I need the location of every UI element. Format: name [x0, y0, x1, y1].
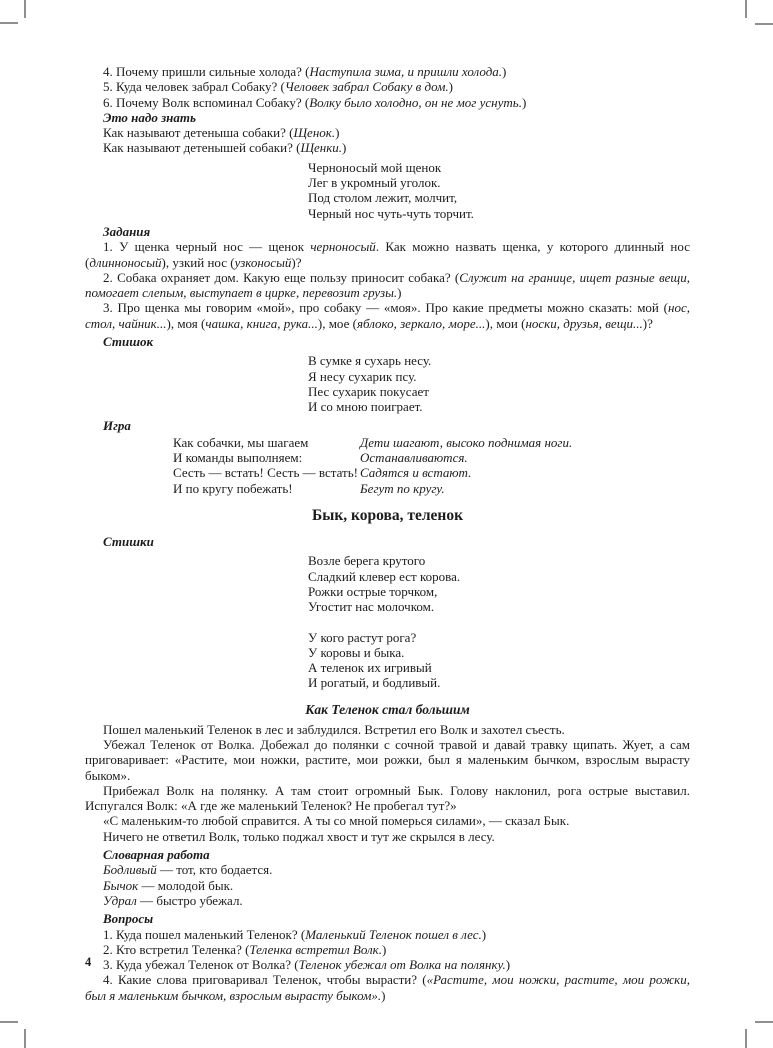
heading-questions: Вопросы — [103, 911, 154, 927]
tasks-block — [85, 239, 690, 331]
puppy-poem — [308, 160, 690, 221]
text-line: Ничего не ответил Волк, только поджал хвост и тут же скрылся в лесу. — [103, 828, 495, 844]
story-title-calf: Как Теленок стал большим — [305, 701, 470, 717]
text-line: Бодливый — тот, кто бодается. — [103, 862, 273, 878]
text-line: 4. Почему пришли сильные холода? (Наступила зима, и пришли холода.) — [103, 64, 507, 79]
text-line: Угостит нас молочком. — [308, 599, 435, 615]
crop-mark-bottom-left-vertical — [24, 1029, 26, 1048]
text-line: 5. Куда человек забрал Собаку? (Человек забрал Собаку в дом.) — [103, 79, 453, 95]
text-line: Прибежал Волк на полянку. А там стоит огромный Бык. Голову наклонил, рога острые выставил. Испугался Волк: «А где же маленький Теленок? Не пробегал тут?» — [85, 782, 690, 814]
heading-vocabulary: Словарная работа — [103, 847, 210, 863]
dog-cracker-poem — [308, 353, 690, 414]
text-line: Удрал — быстро убежал. — [103, 892, 243, 908]
text-line: Лег в укромный уголок. — [308, 175, 441, 191]
heading-game: Игра — [103, 417, 131, 433]
text-line: Бычок — молодой бык. — [103, 877, 234, 893]
section-title-bull-cow-calf: Бык, корова, теленок — [311, 507, 464, 525]
game-direction-text: Бегут по кругу. — [360, 480, 445, 496]
text-line: У кого растут рога? — [308, 629, 417, 645]
text-line: У коровы и быка. — [308, 644, 405, 660]
crop-mark-bottom-right-horizontal — [755, 1021, 773, 1023]
crop-mark-top-right-horizontal — [755, 23, 773, 25]
text-line: «С маленьким-то любой справится. А ты со мной померься силами», — сказал Бык. — [103, 813, 570, 829]
text-line: Сладкий клевер ест корова. — [308, 568, 461, 584]
game-action-text: Как собачки, мы шагаем — [173, 434, 309, 450]
text-line: И рогатый, и бодливый. — [308, 675, 441, 691]
text-line: Рожки острые торчком, — [308, 583, 438, 599]
game-direction-text: Дети шагают, высоко поднимая ноги. — [360, 434, 573, 450]
text-line: А теленок их игривый — [308, 660, 432, 676]
game-direction-text: Останавливаются. — [360, 450, 468, 466]
text-line: Это надо знать — [103, 109, 196, 125]
game-row — [173, 465, 690, 480]
text-line: 1. У щенка черный нос — щенок черноносый. Как можно назвать щенка, у которого длинный нос (длинноносый), узкий нос (узконосый)? — [85, 239, 690, 270]
game-direction-text: Садятся и встают. — [360, 465, 472, 481]
crop-mark-top-left-horizontal — [0, 22, 18, 24]
page-number: 4 — [85, 955, 92, 969]
text-line: Пес сухарик покусает — [308, 383, 429, 399]
text-line: 3. Про щенка мы говорим «мой», про собаку — «моя». Про какие предметы можно сказать: мой (нос, стол, чайник...), моя (чашка, книга, рука...), мое (яблоко, зеркало, море...), мои (носки, друзья, вещи...)? — [85, 300, 690, 331]
game-action-text: И по кругу побежать! — [173, 480, 293, 496]
text-line: 3. Куда убежал Теленок от Волка? (Теленок убежал от Волка на полянку.) — [103, 957, 511, 973]
game-action-text: И команды выполняем: — [173, 450, 303, 466]
crop-mark-bottom-right-vertical — [745, 1029, 747, 1048]
text-line: Черный нос чуть-чуть торчит. — [308, 205, 474, 221]
vocabulary-block — [85, 862, 690, 908]
text-line: Черноносый мой щенок — [308, 159, 442, 175]
text-line: 6. Почему Волк вспоминал Собаку? (Волку было холодно, он не мог уснуть.) — [103, 94, 527, 110]
cow-poem — [308, 553, 690, 614]
game-row — [173, 435, 690, 450]
page-content — [85, 64, 690, 1003]
game-row — [173, 481, 690, 496]
text-line: Как называют детеныша собаки? (Щенок.) — [103, 125, 340, 141]
text-line: 4. Какие слова приговаривал Теленок, чтобы вырасти? («Растите, мои ножки, растите, мои рожки, был я маленьким бычком, взрослым вырасту быком».) — [85, 972, 690, 1003]
heading-rhyme: Стишок — [103, 334, 154, 350]
crop-mark-bottom-left-horizontal — [0, 1021, 18, 1023]
heading-tasks: Задания — [103, 223, 151, 239]
heading-rhymes: Стишки — [103, 534, 154, 550]
game-action-text: Сесть — встать! Сесть — встать! — [173, 465, 358, 481]
horns-poem — [308, 630, 690, 691]
text-line: Под столом лежит, молчит, — [308, 190, 458, 206]
dog-questions-block — [85, 64, 690, 156]
text-line: И со мною поиграет. — [308, 399, 423, 415]
text-line: 2. Собака охраняет дом. Какую еще пользу приносит собака? (Служит на границе, ищет разные вещи, помогает слепым, выступает в цирке, перевозит грузы.) — [85, 269, 690, 301]
text-line: Пошел маленький Теленок в лес и заблудился. Встретил его Волк и захотел съесть. — [103, 721, 565, 737]
text-line: Возле берега крутого — [308, 553, 426, 569]
game-instructions — [85, 435, 690, 496]
story-block — [85, 722, 690, 844]
game-row — [173, 450, 690, 465]
text-line: В сумке я сухарь несу. — [308, 353, 432, 369]
text-line: Убежал Теленок от Волка. Добежал до полянки с сочной травой и давай травку щипать. Жует, а сам приговаривает: «Растите, мои ножки, растите, мои рожки, был я маленьким бычком, взрослым вырасту быком». — [85, 736, 690, 783]
crop-mark-top-left-vertical — [24, 0, 26, 18]
text-line: 1. Куда пошел маленький Теленок? (Маленький Теленок пошел в лес.) — [103, 926, 487, 942]
text-line: 2. Кто встретил Теленка? (Теленка встретил Волк.) — [103, 941, 387, 957]
text-line: Как называют детенышей собаки? (Щенки.) — [103, 140, 347, 156]
text-line: Я несу сухарик псу. — [308, 368, 417, 384]
crop-mark-top-right-vertical — [745, 0, 747, 18]
calf-questions-block — [85, 927, 690, 1003]
